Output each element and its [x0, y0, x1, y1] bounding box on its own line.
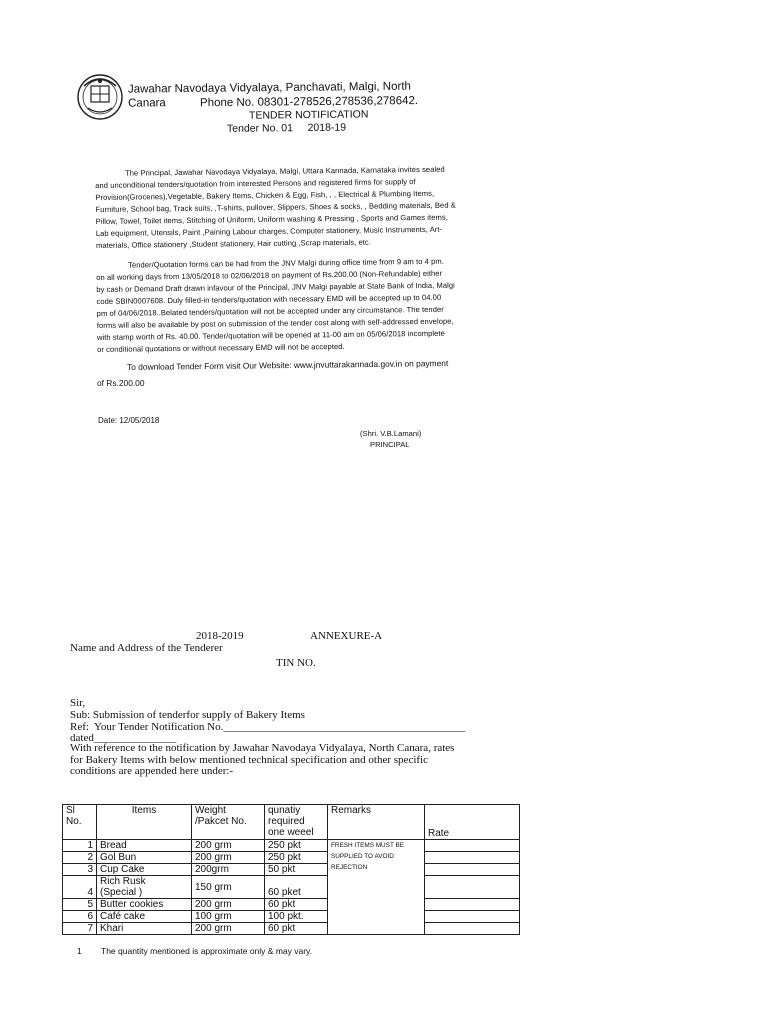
cell-rate[interactable] — [425, 840, 520, 852]
text-line: forms will also be available by post on submission of the tender cost along with self-addressed envelope, — [96, 316, 454, 330]
tenderer-name-address-label: Name and Address of the Tenderer — [70, 642, 223, 654]
table-row — [63, 864, 520, 876]
text-line: Tender/Quotation forms can be had from the JNV Malgi during office time from 9 am to 4 pm. — [128, 256, 444, 270]
cell-rate[interactable] — [425, 852, 520, 864]
remarks-text: SUPPLIED TO AVOID — [331, 853, 394, 860]
phone-line: Phone No. 08301-278526,278536,278642. — [199, 94, 419, 110]
text-line: conditions are appended here under:- — [70, 765, 234, 777]
text-line: code SBIN0007608. Duly filled-in tenders/quotation with necessary EMD will be accepted up to 04.00 — [96, 292, 442, 306]
cell-rate[interactable] — [425, 876, 520, 899]
cell-sl: 1 — [63, 840, 97, 852]
text-line: by cash or Demand Draft drawn infavour of the Principal, JNV Malgi payable at State Bank of India, Malgi — [96, 280, 455, 294]
header-text: one weeel — [268, 827, 314, 838]
text-line: for Bakery Items with below mentioned technical specification and other specific — [70, 753, 428, 766]
cell-sl: 3 — [63, 864, 97, 876]
text-line: with stamp worth of Rs. 40.00. Tender/quotation will be opened at 11-00 am on 05/06/2018 incomplete — [96, 328, 445, 342]
cell-sl: 6 — [63, 911, 97, 923]
cell-remarks — [328, 840, 425, 935]
download-fee: of Rs.200.00 — [97, 378, 145, 388]
cell-sl: 7 — [63, 923, 97, 935]
table-row — [63, 852, 520, 864]
item-text: (Special ) — [100, 887, 143, 898]
cell-qty: 60 pkt — [265, 899, 328, 911]
bakery-items-table — [62, 804, 520, 935]
annexure-year: 2018-2019 — [196, 630, 244, 642]
header-rate: Rate — [425, 805, 520, 840]
cell-weight: 200 grm — [192, 840, 265, 852]
salutation: Sir, — [70, 697, 86, 709]
cell-sl: 4 — [63, 876, 97, 899]
cell-qty: 50 pkt — [265, 864, 328, 876]
table-row — [63, 923, 520, 935]
cell-qty: 250 pkt — [265, 840, 328, 852]
cell-item: Café cake — [97, 911, 192, 923]
text-line: Pillow, Towel, Toilet items, Stitching of Uniform, Uniform washing & Pressing , Sports and Games items, — [95, 212, 448, 226]
notice-paragraph-2 — [96, 255, 487, 356]
header-text: No. — [66, 816, 82, 827]
header-text: Weight — [195, 805, 226, 816]
signatory-name: (Shri. V.B.Lamani) — [360, 429, 422, 438]
notice-title: TENDER NOTIFICATION — [248, 108, 369, 122]
tin-label: TIN NO. — [276, 657, 316, 669]
cell-item: Cup Cake — [97, 864, 192, 876]
cell-weight: 200 grm — [192, 899, 265, 911]
header-sl — [63, 805, 97, 840]
cell-qty: 250 pkt — [265, 852, 328, 864]
remarks-text: REJECTION — [331, 864, 368, 871]
cell-qty: 100 pkt. — [265, 911, 328, 923]
text-line: The Principal, Jawahar Navodaya Vidyalaya, Malgi, Uttara Kannada, Karnataka invites sealed — [125, 164, 445, 178]
table-row — [63, 876, 520, 899]
table-header-row — [63, 805, 520, 840]
cell-weight: 200 grm — [192, 923, 265, 935]
header-text: Sl — [66, 805, 75, 816]
table-row — [63, 899, 520, 911]
notice-date: Date: 12/05/2018 — [98, 416, 160, 425]
cell-qty: 60 pkt — [265, 923, 328, 935]
cell-item — [97, 876, 192, 899]
cell-rate[interactable] — [425, 899, 520, 911]
tender-number: Tender No. 01 2018-19 — [226, 121, 347, 135]
annexure-label: ANNEXURE-A — [310, 630, 383, 642]
text-line: pm of 04/06/2018..Belated tenders/quotation will not be accepted under any circumstance. The tender — [96, 304, 444, 318]
cell-sl: 5 — [63, 899, 97, 911]
notice-paragraph-1 — [95, 163, 486, 252]
cell-weight: 150 grm — [192, 876, 265, 899]
cell-rate[interactable] — [425, 864, 520, 876]
footnote-number: 1 — [77, 946, 82, 956]
remarks-text: FRESH ITEMS MUST BE — [331, 842, 405, 849]
institution-name: Jawahar Navodaya Vidyalaya, Panchavati, Malgi, North Canara — [127, 80, 411, 110]
cell-rate[interactable] — [425, 911, 520, 923]
reference-paragraph — [70, 743, 510, 778]
text-line: and unconditional tenders/quotation from interested Persons and registered firms for supply of — [95, 177, 416, 190]
text-line: on all working days from 13/05/2018 to 02/06/2018 on payment of Rs.200.00 (Non-Refundable) either — [96, 268, 443, 282]
text-line: Lab equipment, Utensils, Paint ,Paining Labour charges, Computer stationery, Music Instruments, Art- — [95, 224, 443, 238]
dated-line: dated_______________ — [70, 732, 177, 744]
cell-qty: 60 pket — [265, 876, 328, 899]
table-row — [63, 911, 520, 923]
signatory-title: PRINCIPAL — [370, 440, 410, 449]
header-remarks: Remarks — [328, 805, 425, 840]
table-row — [63, 840, 520, 852]
text-line: Provision(Groceries),Vegetable, Bakery Items, Chicken & Egg, Fish, , , Electrical & Plumbing Items, — [95, 188, 435, 202]
cell-rate[interactable] — [425, 923, 520, 935]
cell-weight: 200grm — [192, 864, 265, 876]
reference-line: Ref: Your Tender Notification No.____________________________________________ — [70, 721, 466, 733]
text-line: materials, Office stationery ,Student stationery, Hair cutting ,Scrap materials, etc. — [95, 237, 371, 250]
cell-item: Bread — [97, 840, 192, 852]
cell-item: Gol Bun — [97, 852, 192, 864]
cell-item: Khari — [97, 923, 192, 935]
item-text: Rich Rusk — [100, 876, 146, 887]
cell-item: Butter cookies — [97, 899, 192, 911]
school-emblem — [74, 72, 126, 122]
header-items: Items — [97, 805, 192, 840]
cell-weight: 100 grm — [192, 911, 265, 923]
subject-line: Sub: Submission of tenderfor supply of Bakery Items — [70, 709, 305, 721]
header-weight — [192, 805, 265, 840]
cell-sl: 2 — [63, 852, 97, 864]
text-line: Furniture, School bag, Track suits, ,T-shirts, pullover, Slippers, Shoes & socks, , Bedding materials, Bed & — [95, 200, 456, 214]
text-line: or conditional quotations or without necessary EMD will not be accepted. — [97, 341, 345, 354]
header-text: qunatiy — [268, 805, 301, 816]
header-quantity — [265, 805, 328, 840]
cell-weight: 200 grm — [192, 852, 265, 864]
footnote-text: The quantity mentioned is approximate only & may vary. — [101, 946, 313, 956]
header-text: /Pakcet No. — [195, 816, 247, 827]
text-line: With reference to the notification by Jawahar Navodaya Vidyalaya, North Canara, rates — [70, 742, 455, 754]
download-line: To download Tender Form visit Our Website: www.jnvuttarakannada.gov.in on payment — [127, 358, 449, 372]
header-text: required — [268, 816, 305, 827]
